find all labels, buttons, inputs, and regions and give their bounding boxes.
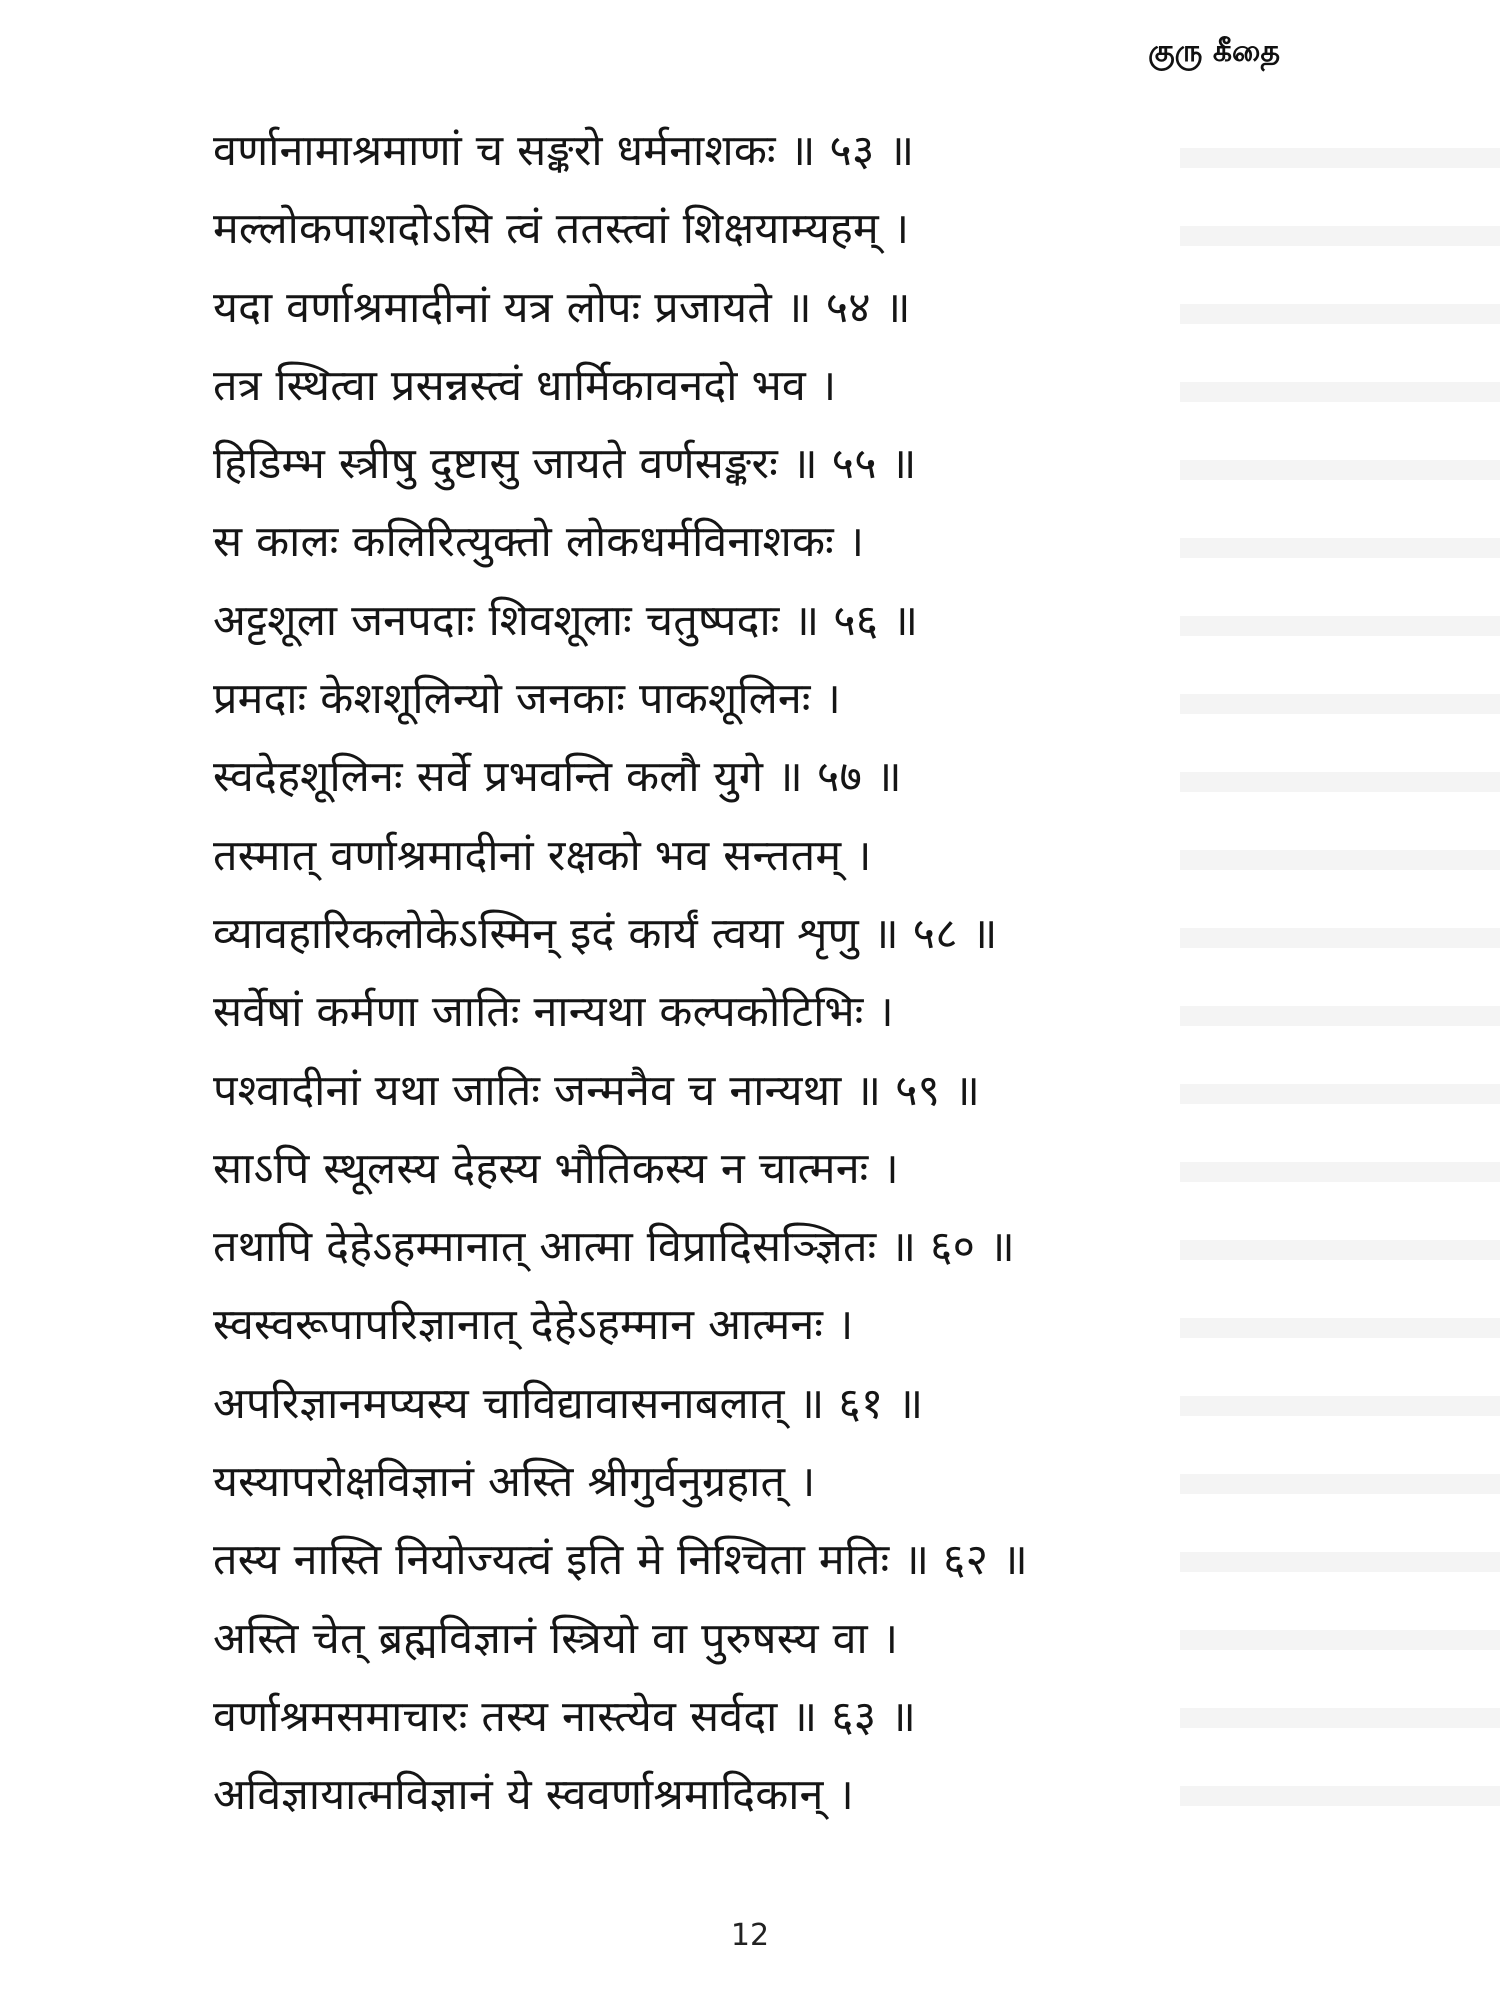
verse-line: स्वस्वरूपापरिज्ञानात् देहेऽहम्मान आत्मनः । [213,1300,854,1351]
verse-line: साऽपि स्थूलस्य देहस्य भौतिकस्य न चात्मनः । [213,1143,899,1194]
verse-line: पश्वादीनां यथा जातिः जन्मनैव च नान्यथा ॥ ५९ ॥ [213,1065,981,1116]
verse-line: तस्य नास्ति नियोज्यत्वं इति मे निश्चिता मतिः ॥ ६२ ॥ [213,1535,1029,1586]
verse-line: सर्वेषां कर्मणा जातिः नान्यथा कल्पकोटिभिः । [213,987,894,1038]
reverse-page-bleed-through [1180,110,1500,1810]
verse-line: अपरिज्ञानमप्यस्य चाविद्यावासनाबलात् ॥ ६१ ॥ [213,1378,924,1429]
verse-line: यस्यापरोक्षविज्ञानं अस्ति श्रीगुर्वनुग्रहात् । [213,1457,816,1508]
page-number: 12 [730,1918,770,1953]
verse-line: तथापि देहेऽहम्मानात् आत्मा विप्रादिसञ्ज्ञितः ॥ ६० ॥ [213,1222,1015,1273]
verse-line: स कालः कलिरित्युक्तो लोकधर्मविनाशकः । [213,517,865,568]
verse-line: हिडिम्भ स्त्रीषु दुष्टासु जायते वर्णसङ्करः ॥ ५५ ॥ [213,439,917,490]
verse-line: अट्टशूला जनपदाः शिवशूलाः चतुष्पदाः ॥ ५६ ॥ [213,595,919,646]
verse-line: स्वदेहशूलिनः सर्वे प्रभवन्ति कलौ युगे ॥ ५७ ॥ [213,752,902,803]
verse-line: यदा वर्णाश्रमादीनां यत्र लोपः प्रजायते ॥ ५४ ॥ [213,282,911,333]
verse-line: अविज्ञायात्मविज्ञानं ये स्ववर्णाश्रमादिकान् । [213,1770,854,1821]
verse-line: मल्लोकपाशदोऽसि त्वं ततस्त्वां शिक्षयाम्यहम् । [213,204,910,255]
verse-line: वर्णाश्रमसमाचारः तस्य नास्त्येव सर्वदा ॥ ६३ ॥ [213,1691,917,1742]
page-header-title: குரு கீதை [1148,34,1280,69]
verse-line: व्यावहारिकलोकेऽस्मिन् इदं कार्यं त्वया शृणु ॥ ५८ ॥ [213,908,998,959]
verse-list [213,112,1028,1835]
verse-line: तत्र स्थित्वा प्रसन्नस्त्वं धार्मिकावनदो भव । [213,360,837,411]
verse-line: प्रमदाः केशशूलिन्यो जनकाः पाकशूलिनः । [213,674,842,725]
verse-line: अस्ति चेत् ब्रह्मविज्ञानं स्त्रियो वा पुरुषस्य वा । [213,1613,899,1664]
verse-line: तस्मात् वर्णाश्रमादीनां रक्षको भव सन्ततम् । [213,830,872,881]
verse-line: वर्णानामाश्रमाणां च सङ्करो धर्मनाशकः ॥ ५३ ॥ [213,126,915,176]
